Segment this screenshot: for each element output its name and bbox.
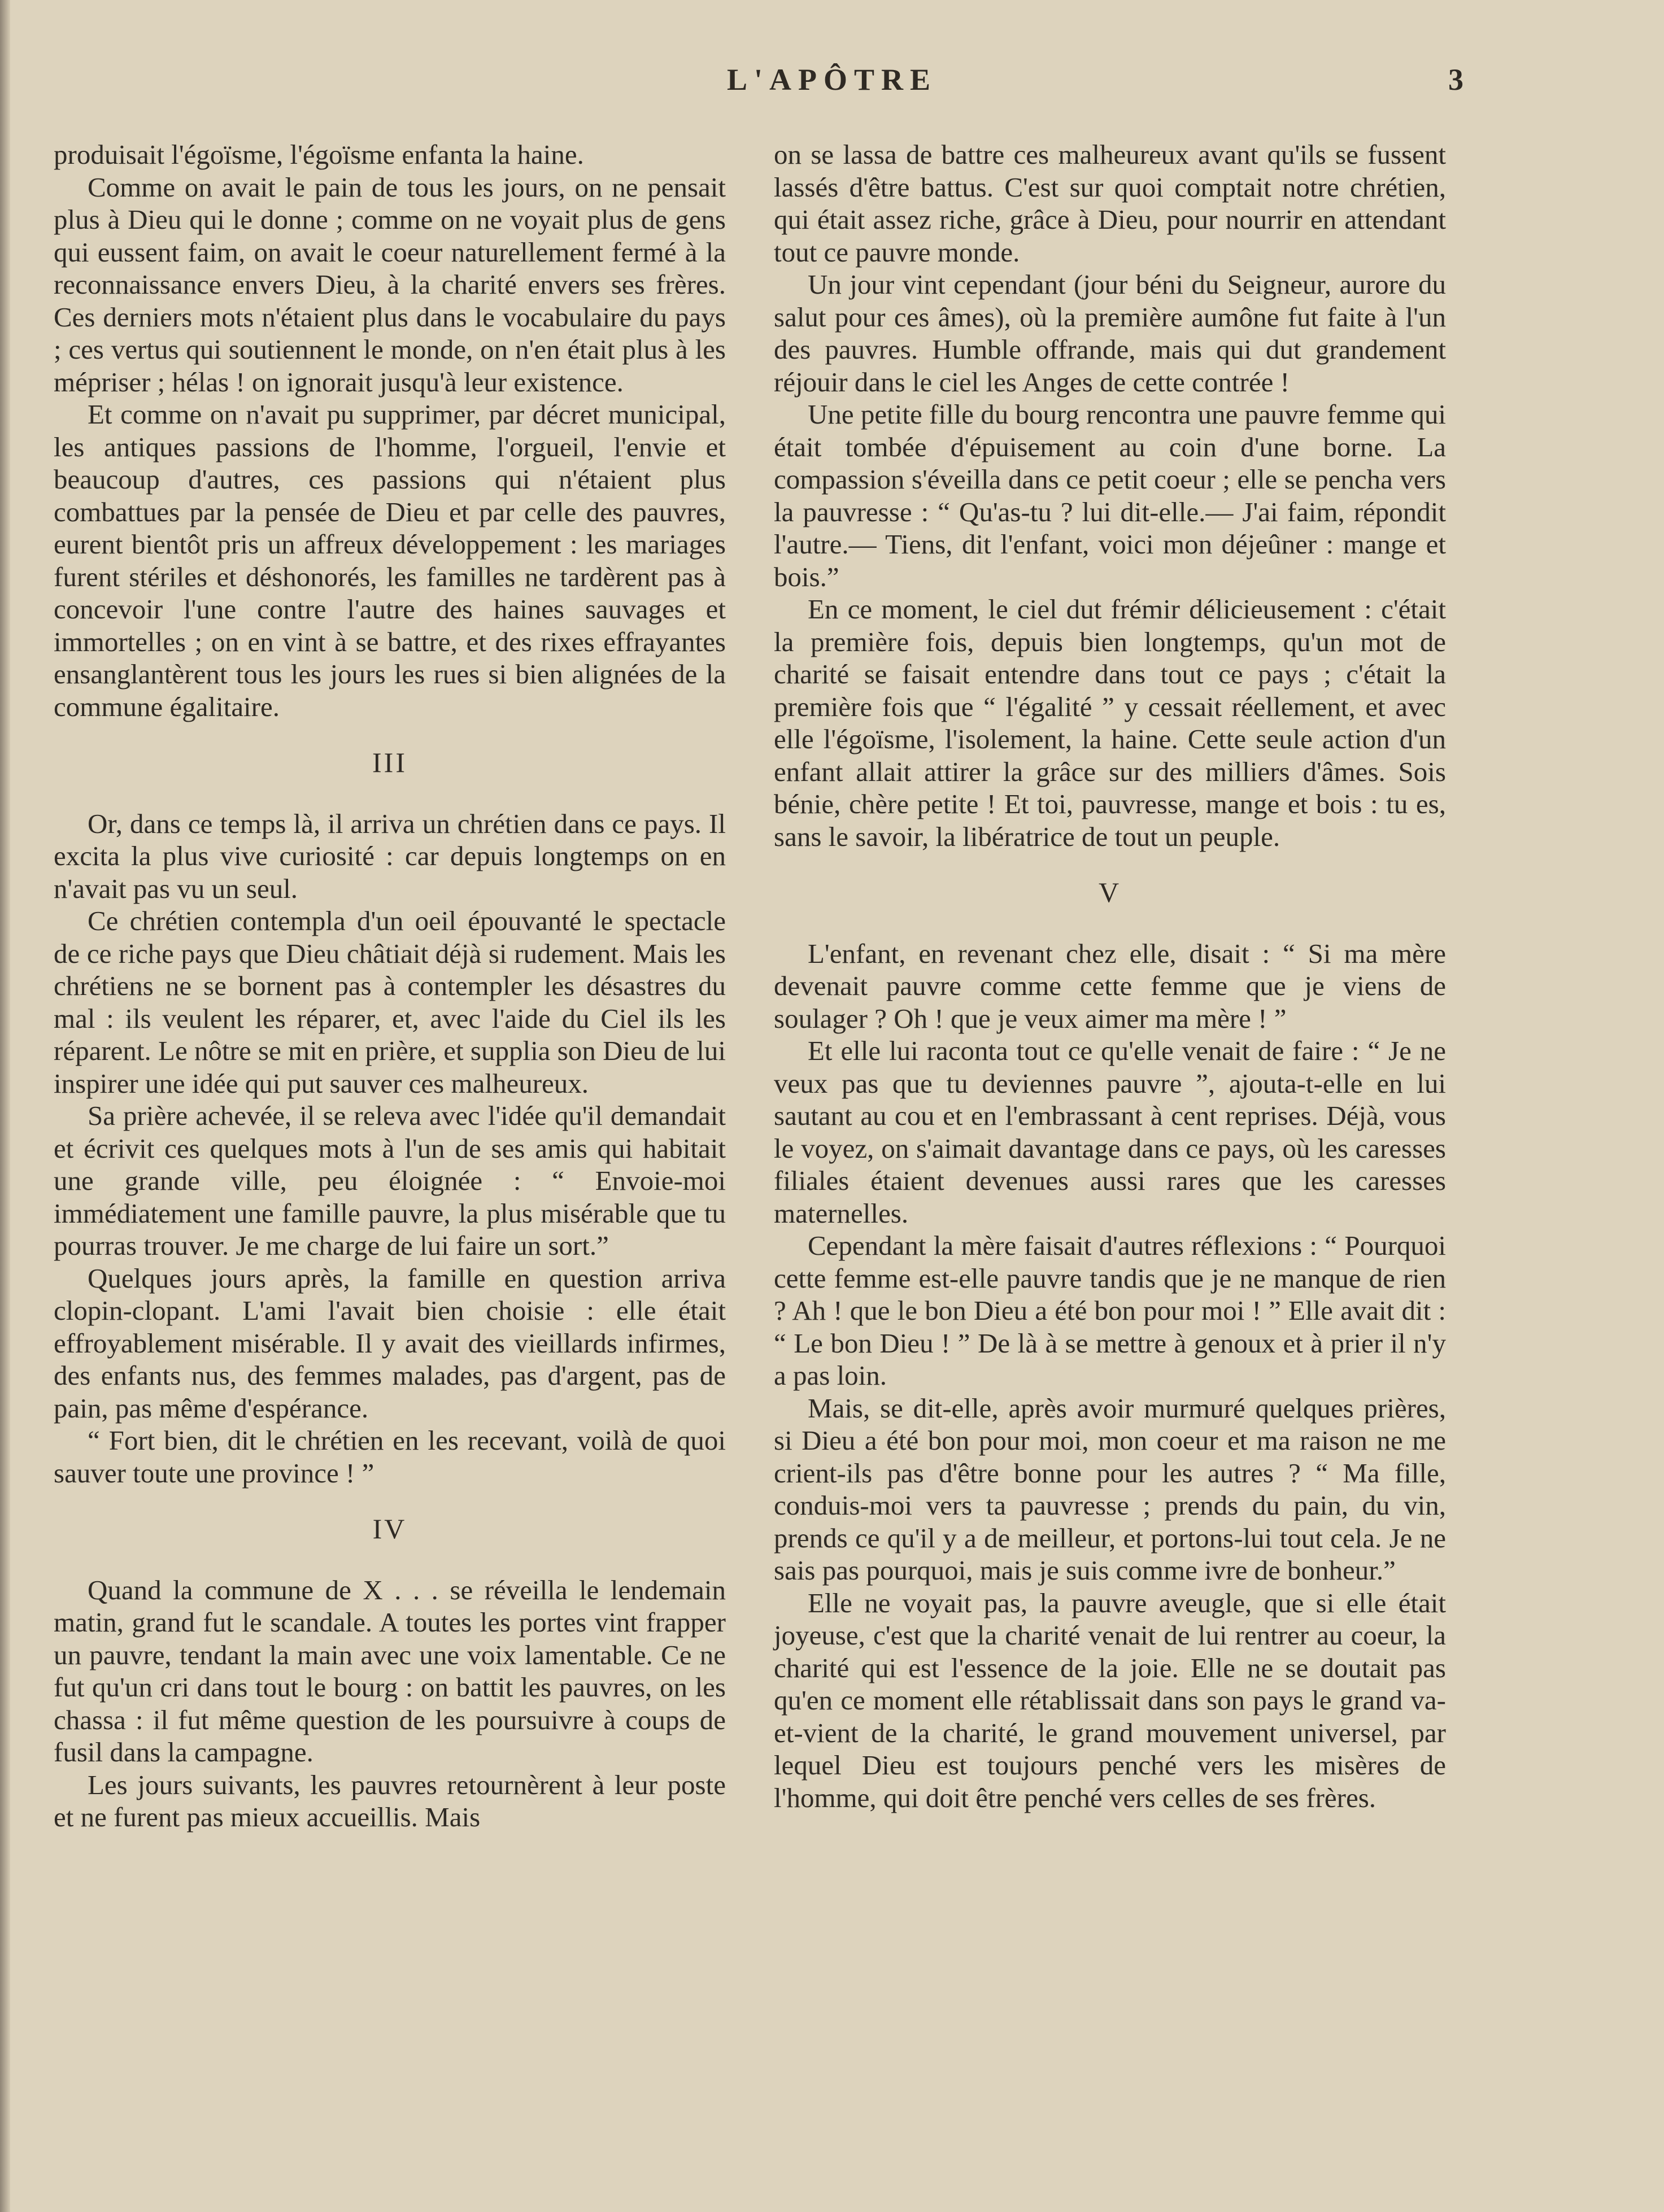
paragraph: Et comme on n'avait pu supprimer, par décret municipal, les antiques passions de l'homme, l'orgueil, l'envie et beaucoup d'autres, ces passions qui n'étaient plus combattues par la pensée de Dieu et par celle des pauvres, eurent bientôt pris un affreux développement : les mariages furent stériles et déshonorés, les familles ne tardèrent pas à concevoir l'une contre l'autre des haines sauvages et immortelles ; on en vint à se battre, et des rixes effrayantes ensanglantèrent tous les jours les rues si bien alignées de la commune égalitaire.	[54, 399, 726, 722]
page-binding-edge	[0, 0, 10, 2212]
paragraph: Un jour vint cependant (jour béni du Seigneur, aurore du salut pour ces âmes), où la première aumône fut faite à l'un des pauvres. Humble offrande, mais qui dut grandement réjouir dans le ciel les Anges de cette contrée !	[774, 269, 1446, 398]
paragraph: Comme on avait le pain de tous les jours, on ne pensait plus à Dieu qui le donne ; comme on ne voyait plus de gens qui eussent faim, on avait le coeur naturellement fermé à la reconnaissance envers Dieu, à la charité envers ses frères. Ces derniers mots n'étaient plus dans le vocabulaire du pays ; ces vertus qui soutiennent le monde, on n'en était plus à les mépriser ; hélas ! on ignorait jusqu'à leur existence.	[54, 171, 726, 398]
left-column	[54, 138, 726, 1834]
page-number: 3	[1448, 63, 1463, 97]
section-heading-iv: IV	[372, 1513, 407, 1545]
paragraph: Quelques jours après, la famille en question arriva clopin-clopant. L'ami l'avait bien choisie : elle était effroyablement misérable. Il y avait des vieillards infirmes, des enfants nus, des femmes malades, pas d'argent, pas de pain, pas même d'espérance.	[54, 1262, 726, 1424]
section-heading-v: V	[1098, 876, 1122, 908]
paragraph: produisait l'égoïsme, l'égoïsme enfanta la haine.	[54, 139, 584, 170]
paragraph: Or, dans ce temps là, il arriva un chrétien dans ce pays. Il excita la plus vive curiosité : car depuis longtemps on en n'avait pas vu un seul.	[54, 808, 726, 904]
paragraph: Les jours suivants, les pauvres retournèrent à leur poste et ne furent pas mieux accueillis. Mais	[54, 1769, 726, 1833]
paragraph: Une petite fille du bourg rencontra une pauvre femme qui était tombée d'épuisement au coin d'une borne. La compassion s'éveilla dans ce petit coeur ; elle se pencha vers la pauvresse : “ Qu'as-tu ? lui dit-elle.— J'ai faim, répondit l'autre.— Tiens, dit l'enfant, voici mon déjeûner : mange et bois.”	[774, 399, 1446, 592]
paragraph: Quand la commune de X . . . se réveilla le lendemain matin, grand fut le scandale. A toutes les portes vint frapper un pauvre, tendant la main avec une voix lamentable. Ce ne fut qu'un cri dans tout le bourg : on battit les pauvres, on les chassa : il fut même question de les poursuivre à coups de fusil dans la campagne.	[54, 1574, 726, 1768]
paragraph: Cependant la mère faisait d'autres réflexions : “ Pourquoi cette femme est-elle pauvre tandis que je ne manque de rien ? Ah ! que le bon Dieu a été bon pour moi ! ” Elle avait dit : “ Le bon Dieu ! ” De là à se mettre à genoux et à prier il n'y a pas loin.	[774, 1230, 1446, 1391]
page-header	[0, 56, 1664, 113]
paragraph: “ Fort bien, dit le chrétien en les recevant, voilà de quoi sauver toute une province ! ”	[54, 1425, 726, 1489]
paragraph: Mais, se dit-elle, après avoir murmuré quelques prières, si Dieu a été bon pour moi, mon coeur et ma raison ne me crient-ils pas d'être bonne pour les autres ? “ Ma fille, conduis-moi vers ta pauvresse ; prends du pain, du vin, prends ce qu'il y a de meilleur, et portons-lui tout cela. Je ne sais pas pourquoi, mais je suis comme ivre de bonheur.”	[774, 1392, 1446, 1586]
paragraph: Sa prière achevée, il se releva avec l'idée qu'il demandait et écrivit ces quelques mots à l'un de ses amis qui habitait une grande ville, peu éloignée : “ Envoie-moi immédiatement une famille pauvre, la plus misérable que tu pourras trouver. Je me charge de lui faire un sort.”	[54, 1100, 726, 1261]
right-column	[774, 138, 1446, 1814]
paragraph: Ce chrétien contempla d'un oeil épouvanté le spectacle de ce riche pays que Dieu châtiait déjà si rudement. Mais les chrétiens ne se bornent pas à contempler les désastres du mal : ils veulent les réparer, et, avec l'aide du Ciel ils les réparent. Le nôtre se mit en prière, et supplia son Dieu de lui inspirer une idée qui put sauver ces malheureux.	[54, 905, 726, 1099]
paragraph: Elle ne voyait pas, la pauvre aveugle, que si elle était joyeuse, c'est que la charité venait de lui rentrer au coeur, la charité qui est l'essence de la joie. Elle ne se doutait pas qu'en ce moment elle rétablissait dans son pays le grand va-et-vient de la charité, le grand mouvement universel, par lequel Dieu est toujours penché vers les misères de l'homme, qui doit être penché vers celles de ses frères.	[774, 1587, 1446, 1813]
running-title: L'APÔTRE	[726, 63, 938, 97]
paragraph: Et elle lui raconta tout ce qu'elle venait de faire : “ Je ne veux pas que tu deviennes pauvre ”, ajouta-t-elle en lui sautant au cou et en l'embrassant à cent reprises. Déjà, vous le voyez, on s'aimait davantage dans ce pays, où les caresses filiales étaient devenues aussi rares que les caresses maternelles.	[774, 1035, 1446, 1229]
section-heading-iii: III	[372, 747, 407, 778]
paragraph: L'enfant, en revenant chez elle, disait : “ Si ma mère devenait pauvre comme cette femme que je viens de soulager ? Oh ! que je veux aimer ma mère ! ”	[774, 937, 1446, 1034]
paragraph: En ce moment, le ciel dut frémir délicieusement : c'était la première fois, depuis bien longtemps, qu'un mot de charité se faisait entendre dans tout ce pays ; c'était la première fois que “ l'égalité ” y cessait réellement, et avec elle l'égoïsme, l'isolement, la haine. Cette seule action d'un enfant allait attirer la grâce sur des milliers d'âmes. Sois bénie, chère petite ! Et toi, pauvresse, mange et bois : tu es, sans le savoir, la libératrice de tout un peuple.	[774, 594, 1446, 852]
paragraph: on se lassa de battre ces malheureux avant qu'ils se fussent lassés d'être battus. C'est sur quoi comptait notre chrétien, qui était assez riche, grâce à Dieu, pour nourrir en attendant tout ce pauvre monde.	[774, 139, 1446, 268]
